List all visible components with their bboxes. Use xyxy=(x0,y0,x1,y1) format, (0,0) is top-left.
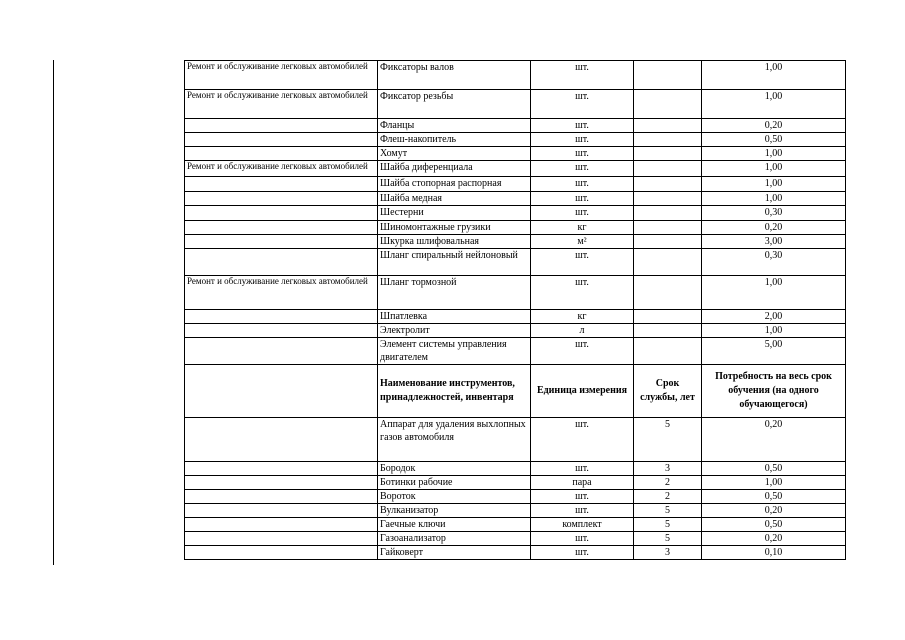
row-life xyxy=(634,338,702,365)
row-section xyxy=(185,119,378,133)
row-need: 0,30 xyxy=(702,206,846,221)
table-row xyxy=(185,276,846,310)
row-life xyxy=(634,249,702,276)
row-name: Фиксаторы валов xyxy=(378,61,531,90)
row-need: 1,00 xyxy=(702,161,846,177)
row-name: Шланг спиральный нейлоновый xyxy=(378,249,531,276)
row-life: 5 xyxy=(634,532,702,546)
row-section xyxy=(185,235,378,249)
row-unit: шт. xyxy=(531,504,634,518)
row-section: Ремонт и обслуживание легковых автомобилей xyxy=(185,90,378,119)
row-life xyxy=(634,310,702,324)
row-unit: шт. xyxy=(531,546,634,560)
row-name: Электролит xyxy=(378,324,531,338)
row-life xyxy=(634,192,702,206)
row-name: Бородок xyxy=(378,462,531,476)
row-need: 1,00 xyxy=(702,177,846,192)
row-need: 1,00 xyxy=(702,90,846,119)
row-need: 0,20 xyxy=(702,221,846,235)
row-need: 0,10 xyxy=(702,546,846,560)
row-name: Флеш-накопитель xyxy=(378,133,531,147)
row-name: Шпатлевка xyxy=(378,310,531,324)
row-name: Шестерни xyxy=(378,206,531,221)
row-life: 5 xyxy=(634,504,702,518)
row-name: Вулканизатор xyxy=(378,504,531,518)
row-need: 0,30 xyxy=(702,249,846,276)
row-section xyxy=(185,177,378,192)
row-unit: шт. xyxy=(531,532,634,546)
row-life: 2 xyxy=(634,490,702,504)
row-section: Ремонт и обслуживание легковых автомобилей xyxy=(185,276,378,310)
row-unit: шт. xyxy=(531,147,634,161)
header-name: Наименование инструментов, принадлежностей, инвентаря xyxy=(378,365,531,418)
header-need: Потребность на весь срок обучения (на одного обучающегося) xyxy=(702,365,846,418)
row-unit: шт. xyxy=(531,119,634,133)
row-unit: шт. xyxy=(531,61,634,90)
row-name: Хомут xyxy=(378,147,531,161)
table-row xyxy=(185,504,846,518)
table-row xyxy=(185,418,846,462)
row-name: Шланг тормозной xyxy=(378,276,531,310)
row-section xyxy=(185,504,378,518)
row-name: Шайба стопорная распорная xyxy=(378,177,531,192)
table-row xyxy=(185,133,846,147)
row-unit: кг xyxy=(531,221,634,235)
row-need: 3,00 xyxy=(702,235,846,249)
row-section xyxy=(185,338,378,365)
row-unit: пара xyxy=(531,476,634,490)
table-row xyxy=(185,476,846,490)
header-life: Срок службы, лет xyxy=(634,365,702,418)
row-need: 0,20 xyxy=(702,504,846,518)
row-name: Шкурка шлифовальная xyxy=(378,235,531,249)
row-section xyxy=(185,532,378,546)
table-row xyxy=(185,462,846,476)
row-life xyxy=(634,206,702,221)
row-unit: шт. xyxy=(531,177,634,192)
row-life: 3 xyxy=(634,546,702,560)
row-name: Фланцы xyxy=(378,119,531,133)
row-life xyxy=(634,324,702,338)
table-row xyxy=(185,119,846,133)
table-row xyxy=(185,147,846,161)
table-row xyxy=(185,490,846,504)
row-need: 0,20 xyxy=(702,532,846,546)
table-row xyxy=(185,546,846,560)
row-section: Ремонт и обслуживание легковых автомобилей xyxy=(185,161,378,177)
row-life: 2 xyxy=(634,476,702,490)
header-section-cell xyxy=(185,365,378,418)
row-life xyxy=(634,119,702,133)
row-life: 3 xyxy=(634,462,702,476)
table-row xyxy=(185,310,846,324)
row-section xyxy=(185,192,378,206)
table-row xyxy=(185,206,846,221)
row-life xyxy=(634,61,702,90)
row-need: 1,00 xyxy=(702,61,846,90)
row-section xyxy=(185,476,378,490)
row-life xyxy=(634,221,702,235)
row-need: 0,20 xyxy=(702,119,846,133)
row-section xyxy=(185,418,378,462)
table-row xyxy=(185,192,846,206)
row-need: 0,50 xyxy=(702,490,846,504)
row-need: 1,00 xyxy=(702,476,846,490)
row-section xyxy=(185,206,378,221)
row-need: 0,50 xyxy=(702,133,846,147)
row-name: Шиномонтажные грузики xyxy=(378,221,531,235)
row-section xyxy=(185,546,378,560)
row-need: 1,00 xyxy=(702,276,846,310)
row-unit: шт. xyxy=(531,161,634,177)
row-need: 0,20 xyxy=(702,418,846,462)
row-unit: л xyxy=(531,324,634,338)
row-name: Гайковерт xyxy=(378,546,531,560)
row-need: 5,00 xyxy=(702,338,846,365)
row-section xyxy=(185,490,378,504)
row-section xyxy=(185,324,378,338)
row-name: Шайба медная xyxy=(378,192,531,206)
table-row xyxy=(185,221,846,235)
row-section xyxy=(185,249,378,276)
row-name: Элемент системы управления двигателем xyxy=(378,338,531,365)
row-unit: шт. xyxy=(531,90,634,119)
row-need: 0,50 xyxy=(702,518,846,532)
row-life xyxy=(634,147,702,161)
row-section xyxy=(185,133,378,147)
row-life xyxy=(634,177,702,192)
row-section xyxy=(185,462,378,476)
row-section xyxy=(185,518,378,532)
table-row xyxy=(185,90,846,119)
row-section xyxy=(185,310,378,324)
row-need: 1,00 xyxy=(702,192,846,206)
row-name: Аппарат для удаления выхлопных газов автомобиля xyxy=(378,418,531,462)
requirements-table xyxy=(184,60,846,560)
table-row xyxy=(185,532,846,546)
row-life xyxy=(634,90,702,119)
row-unit: м² xyxy=(531,235,634,249)
row-life xyxy=(634,235,702,249)
row-life: 5 xyxy=(634,518,702,532)
row-section xyxy=(185,147,378,161)
table-row xyxy=(185,235,846,249)
row-name: Шайба диференциала xyxy=(378,161,531,177)
table-row xyxy=(185,518,846,532)
row-unit: шт. xyxy=(531,206,634,221)
row-section xyxy=(185,221,378,235)
row-unit: шт. xyxy=(531,133,634,147)
row-need: 0,50 xyxy=(702,462,846,476)
row-unit: шт. xyxy=(531,490,634,504)
table-row xyxy=(185,249,846,276)
row-name: Вороток xyxy=(378,490,531,504)
row-unit: комплект xyxy=(531,518,634,532)
row-need: 2,00 xyxy=(702,310,846,324)
table-row xyxy=(185,177,846,192)
row-name: Ботинки рабочие xyxy=(378,476,531,490)
row-name: Фиксатор резьбы xyxy=(378,90,531,119)
row-section: Ремонт и обслуживание легковых автомобилей xyxy=(185,61,378,90)
row-name: Газоанализатор xyxy=(378,532,531,546)
table-row xyxy=(185,61,846,90)
table-row xyxy=(185,161,846,177)
table-header-row xyxy=(185,365,846,418)
row-need: 1,00 xyxy=(702,147,846,161)
row-life xyxy=(634,133,702,147)
row-unit: кг xyxy=(531,310,634,324)
row-life: 5 xyxy=(634,418,702,462)
row-unit: шт. xyxy=(531,276,634,310)
row-unit: шт. xyxy=(531,249,634,276)
header-unit: Единица измерения xyxy=(531,365,634,418)
row-need: 1,00 xyxy=(702,324,846,338)
row-unit: шт. xyxy=(531,418,634,462)
row-name: Гаечные ключи xyxy=(378,518,531,532)
page-margin-line xyxy=(53,60,54,565)
row-unit: шт. xyxy=(531,462,634,476)
row-life xyxy=(634,276,702,310)
table-row xyxy=(185,324,846,338)
table-row xyxy=(185,338,846,365)
row-unit: шт. xyxy=(531,338,634,365)
row-unit: шт. xyxy=(531,192,634,206)
row-life xyxy=(634,161,702,177)
